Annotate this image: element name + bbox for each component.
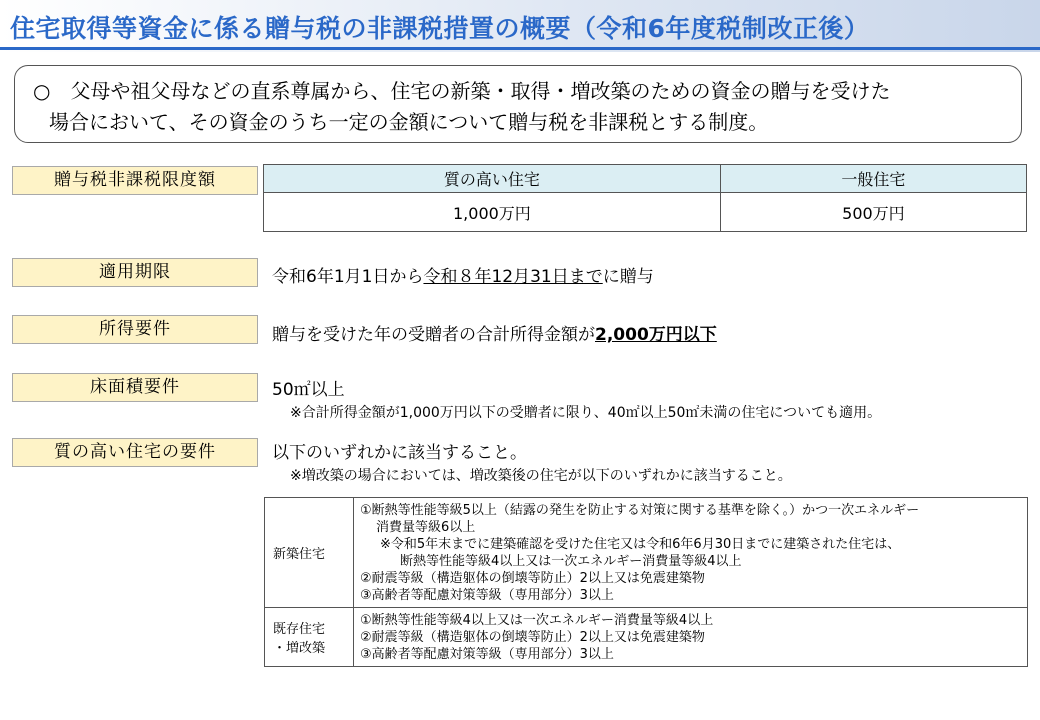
limit-header-row	[264, 165, 1027, 193]
limit-label: 贈与税非課税限度額	[12, 166, 258, 195]
quality-text: 以下のいずれかに該当すること。	[272, 443, 527, 463]
floor-note: ※合計所得金額が1,000万円以下の受贈者に限り、40㎡以上50㎡未満の住宅についても適用。	[290, 405, 882, 421]
period-label: 適用期限	[12, 258, 258, 287]
period-text-suffix: に贈与	[602, 267, 654, 287]
requirements-row-new	[265, 498, 1028, 608]
summary-box	[14, 65, 1022, 143]
existing-req-line-2: ②耐震等級（構造躯体の倒壊等防止）2以上又は免震建築物	[360, 630, 705, 645]
requirements-table	[264, 497, 1028, 667]
existing-req-line-3: ③高齢者等配慮対策等級（専用部分）3以上	[360, 647, 614, 662]
requirements-cell-existing	[354, 608, 1028, 667]
period-text-deadline: 令和８年12月31日まで	[423, 267, 603, 287]
new-req-line-5: ②耐震等級（構造躯体の倒壊等防止）2以上又は免震建築物	[360, 571, 705, 586]
requirements-cell-new	[354, 498, 1028, 608]
limit-header-quality: 質の高い住宅	[264, 165, 721, 193]
period-text	[272, 262, 654, 287]
new-req-line-2: 消費量等級6以上	[376, 520, 476, 535]
quality-label: 質の高い住宅の要件	[12, 438, 258, 467]
limit-value-row	[264, 193, 1027, 232]
new-req-line-1: ①断熱等性能等級5以上（結露の発生を防止する対策に関する基準を除く。）かつ一次エネルギー	[360, 503, 920, 518]
limit-header-general: 一般住宅	[720, 165, 1026, 193]
limit-value-quality: 1,000万円	[264, 193, 721, 232]
limit-table	[263, 164, 1027, 232]
title-underline	[0, 47, 1040, 50]
new-req-line-4: 断熱等性能等級4以上又は一次エネルギー消費量等級4以上	[400, 554, 742, 569]
income-label: 所得要件	[12, 315, 258, 344]
limit-value-general: 500万円	[720, 193, 1026, 232]
floor-label: 床面積要件	[12, 373, 258, 402]
income-text-plain: 贈与を受けた年の受贈者の合計所得金額が	[272, 325, 595, 345]
income-text	[272, 320, 717, 345]
new-req-line-6: ③高齢者等配慮対策等級（専用部分）3以上	[360, 588, 614, 603]
new-req-line-3: ※令和5年末までに建築確認を受けた住宅又は令和6年6月30日までに建築された住宅は、	[380, 537, 901, 552]
requirements-label-new: 新築住宅	[265, 498, 354, 608]
requirements-row-existing	[265, 608, 1028, 667]
summary-line-2: 場合において、その資金のうち一定の金額について贈与税を非課税とする制度。	[49, 110, 769, 134]
period-text-plain: 令和6年1月1日から	[272, 267, 424, 287]
page-title: 住宅取得等資金に係る贈与税の非課税措置の概要（令和6年度税制改正後）	[10, 14, 870, 43]
quality-note: ※増改築の場合においては、増改築後の住宅が以下のいずれかに該当すること。	[290, 468, 792, 484]
existing-label-line-2: ・増改築	[273, 641, 326, 656]
floor-text: 50㎡以上	[272, 380, 345, 400]
requirements-label-existing	[265, 608, 354, 667]
existing-req-line-1: ①断熱等性能等級4以上又は一次エネルギー消費量等級4以上	[360, 613, 714, 628]
summary-line-1: ○ 父母や祖父母などの直系尊属から、住宅の新築・取得・増改築のための資金の贈与を受けた	[33, 79, 891, 103]
income-text-limit: 2,000万円以下	[595, 325, 717, 345]
existing-label-line-1: 既存住宅	[273, 622, 326, 637]
